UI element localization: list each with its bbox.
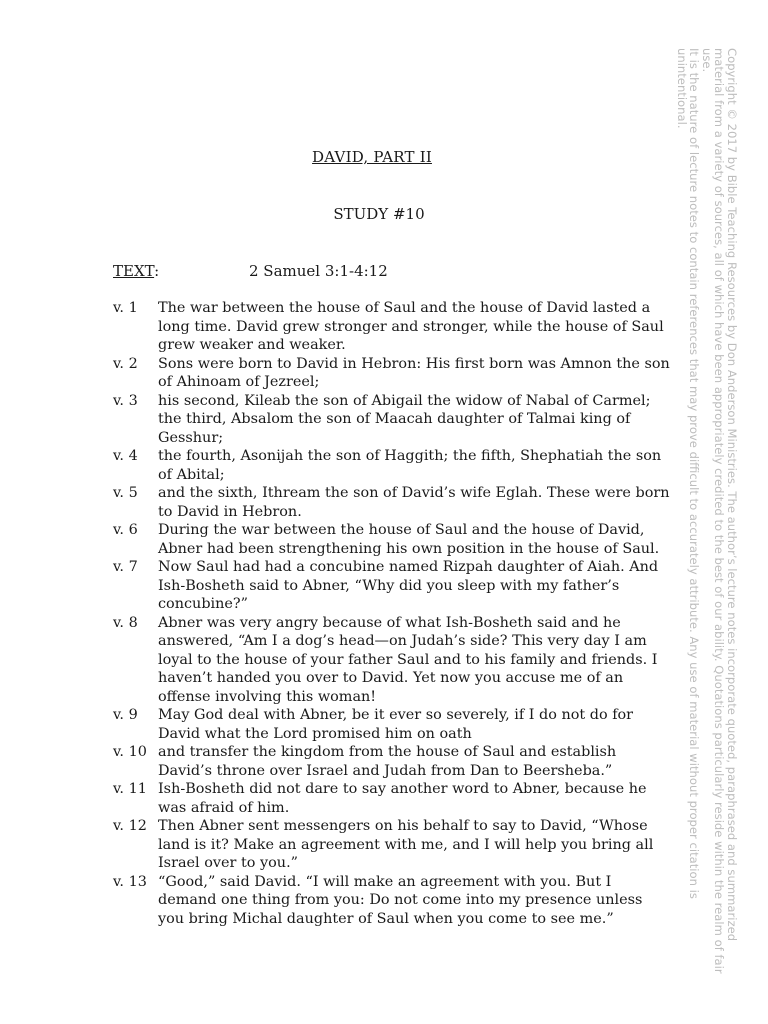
verse-item xyxy=(113,484,673,521)
verse-text: and the sixth, Ithream the son of David’s wife Eglah. These were born to David in Hebron. xyxy=(158,485,670,520)
copyright-line: Copyright © 2017 by Bible Teaching Resources by Don Anderson Ministries. The author’s lecture notes incorporate quoted, paraphrased and summarized xyxy=(725,48,739,942)
text-label: TEXT xyxy=(113,262,155,280)
verse-number: v. 5 xyxy=(113,485,138,501)
copyright-notice xyxy=(676,48,739,976)
page-title-text: DAVID, PART II xyxy=(312,148,432,166)
verse-number: v. 11 xyxy=(113,781,147,797)
verse-item xyxy=(113,743,673,780)
copyright-line: It is the nature of lecture notes to contain references that may prove difficult to accurately attribute. Any use of material without proper citation is unintentional. xyxy=(675,48,702,899)
verse-text: During the war between the house of Saul and the house of David, Abner had been strengthening his own position in the house of Saul. xyxy=(158,522,660,557)
text-reference-row xyxy=(113,262,388,280)
verse-item xyxy=(113,392,673,448)
page-title xyxy=(0,148,768,166)
verse-item xyxy=(113,299,673,355)
verse-text: Then Abner sent messengers on his behalf to say to David, “Whose land is it? Make an agreement with me, and I will help you bring all Israel over to you.” xyxy=(158,818,654,871)
verse-item xyxy=(113,558,673,614)
study-number: STUDY #10 xyxy=(333,205,425,223)
verse-number: v. 1 xyxy=(113,300,138,316)
verse-item xyxy=(113,873,673,929)
verse-number: v. 9 xyxy=(113,707,138,723)
verse-item xyxy=(113,817,673,873)
verse-item xyxy=(113,706,673,743)
copyright-line: material from a variety of sources, all of which have been appropriately credited to the best of our ability. Quotations particularly reside within the realm of fair use. xyxy=(700,48,727,974)
verse-text: Abner was very angry because of what Ish-Bosheth said and he answered, “Am I a dog’s head—on Judah’s side? This very day I am loyal to the house of your father Saul and to his family and friends. I haven’t handed you over to David. Yet now you accuse me of an offense involving this woman! xyxy=(158,614,658,705)
verse-number: v. 8 xyxy=(113,614,138,631)
verse-list xyxy=(113,299,673,928)
verse-number: v. 12 xyxy=(113,818,147,834)
verse-number: v. 13 xyxy=(113,873,147,890)
verse-item xyxy=(113,355,673,392)
verse-text: Sons were born to David in Hebron: His first born was Amnon the son of Ahinoam of Jezreel; xyxy=(158,355,670,390)
verse-number: v. 6 xyxy=(113,522,138,538)
verse-number: v. 10 xyxy=(113,744,147,760)
verse-item xyxy=(113,521,673,558)
text-label-colon: : xyxy=(154,262,160,280)
verse-number: v. 2 xyxy=(113,355,138,372)
verse-number: v. 3 xyxy=(113,392,138,409)
verse-item xyxy=(113,614,673,707)
verse-number: v. 4 xyxy=(113,448,138,464)
verse-text: “Good,” said David. “I will make an agreement with you. But I demand one thing from you: Do not come into my presence unless you bring Michal daughter of Saul when you come to see me.” xyxy=(158,873,643,927)
verse-text: the fourth, Asonijah the son of Haggith; the fifth, Shephatiah the son of Abital; xyxy=(158,448,662,483)
verse-text: Ish-Bosheth did not dare to say another word to Abner, because he was afraid of him. xyxy=(158,781,647,816)
scripture-reference: 2 Samuel 3:1-4:12 xyxy=(249,262,388,280)
verse-text: Now Saul had had a concubine named Rizpah daughter of Aiah. And Ish-Bosheth said to Abner, “Why did you sleep with my father’s concubine?” xyxy=(158,559,659,612)
verse-text: May God deal with Abner, be it ever so severely, if I do not do for David what the Lord promised him on oath xyxy=(158,707,634,742)
verse-text: his second, Kileab the son of Abigail the widow of Nabal of Carmel; the third, Absalom the son of Maacah daughter of Talmai king of Gesshur; xyxy=(158,392,651,446)
verse-number: v. 7 xyxy=(113,559,138,575)
verse-text: The war between the house of Saul and the house of David lasted a long time. David grew stronger and stronger, while the house of Saul grew weaker and weaker. xyxy=(158,300,664,353)
verse-item xyxy=(113,780,673,817)
verse-item xyxy=(113,447,673,484)
verse-text: and transfer the kingdom from the house of Saul and establish David’s throne over Israel and Judah from Dan to Beersheba.” xyxy=(158,744,617,779)
